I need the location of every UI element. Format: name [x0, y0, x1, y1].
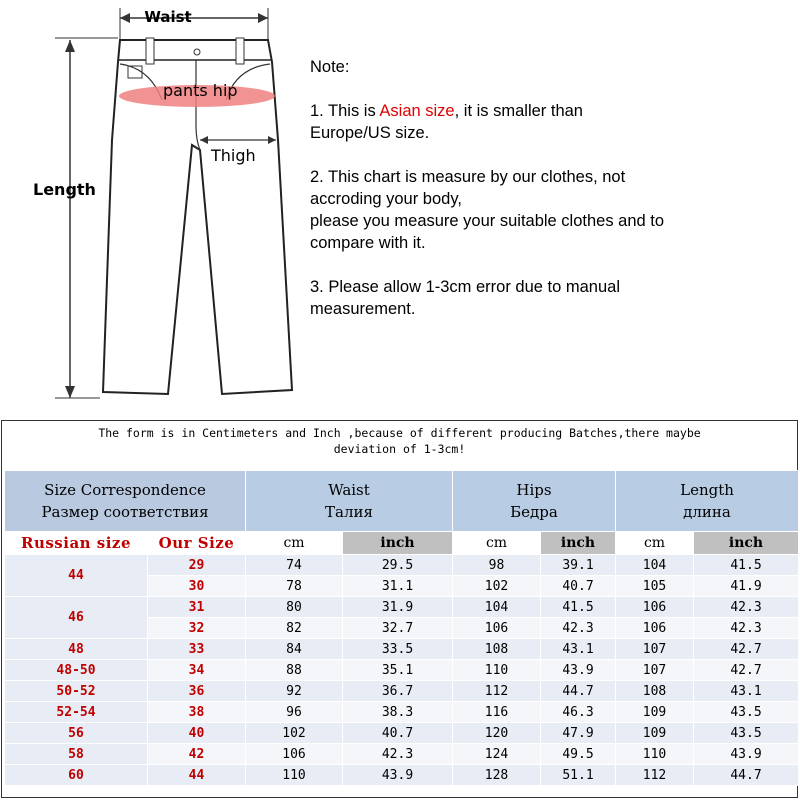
- russian-size-header: Russian size: [5, 532, 148, 555]
- waist-cm-cell: 84: [246, 639, 343, 660]
- table-row: [5, 744, 799, 765]
- length-header: Length длина: [616, 471, 799, 532]
- length-inch-header: inch: [694, 532, 799, 555]
- length-cm-cell: 110: [616, 744, 694, 765]
- length-cm-cell: 104: [616, 555, 694, 576]
- notes-title: Note:: [310, 58, 350, 76]
- note-2: [310, 166, 790, 254]
- length-inch-cell: 42.7: [694, 639, 799, 660]
- hips-inch-cell: 44.7: [541, 681, 616, 702]
- table-headline: [2, 421, 797, 469]
- hips-inch-header: inch: [541, 532, 616, 555]
- table-row: [5, 702, 799, 723]
- table-row: [5, 723, 799, 744]
- length-cm-header: cm: [616, 532, 694, 555]
- note-2-line1: 2. This chart is measure by our clothes, not: [310, 168, 626, 186]
- length-cm-cell: 107: [616, 660, 694, 681]
- hips-cm-header: cm: [453, 532, 541, 555]
- our-size-cell: 34: [148, 660, 246, 681]
- length-inch-cell: 41.9: [694, 576, 799, 597]
- length-cm-cell: 107: [616, 639, 694, 660]
- russian-size-cell: 60: [5, 765, 148, 786]
- note-1: [310, 100, 790, 144]
- length-inch-cell: 42.3: [694, 597, 799, 618]
- russian-size-cell: 52-54: [5, 702, 148, 723]
- hips-inch-cell: 42.3: [541, 618, 616, 639]
- note-3-line1: 3. Please allow 1-3cm error due to manual: [310, 278, 620, 296]
- note-3: [310, 276, 790, 320]
- size-correspondence-header: Size Correspondence Размер соответствия: [5, 471, 246, 532]
- asian-size-highlight: Asian size: [379, 102, 455, 120]
- waist-inch-cell: 38.3: [343, 702, 453, 723]
- hips-inch-cell: 41.5: [541, 597, 616, 618]
- table-row: [5, 597, 799, 618]
- table-row: [5, 660, 799, 681]
- length-cm-cell: 106: [616, 597, 694, 618]
- hips-cm-cell: 110: [453, 660, 541, 681]
- headline-line1: The form is in Centimeters and Inch ,because of different producing Batches,there maybe: [98, 426, 701, 440]
- russian-size-cell: 56: [5, 723, 148, 744]
- waist-cm-cell: 82: [246, 618, 343, 639]
- hips-inch-cell: 47.9: [541, 723, 616, 744]
- hips-inch-cell: 39.1: [541, 555, 616, 576]
- length-inch-cell: 42.7: [694, 660, 799, 681]
- our-size-header: Our Size: [148, 532, 246, 555]
- hips-inch-cell: 49.5: [541, 744, 616, 765]
- russian-size-cell: 58: [5, 744, 148, 765]
- waist-inch-cell: 32.7: [343, 618, 453, 639]
- our-size-cell: 44: [148, 765, 246, 786]
- length-inch-cell: 43.5: [694, 702, 799, 723]
- length-label: Length: [33, 180, 96, 199]
- hips-cm-cell: 128: [453, 765, 541, 786]
- note-2-line2: accroding your body,: [310, 190, 462, 208]
- our-size-cell: 38: [148, 702, 246, 723]
- waist-cm-cell: 88: [246, 660, 343, 681]
- length-cm-cell: 109: [616, 702, 694, 723]
- waist-header: Waist Талия: [246, 471, 453, 532]
- waist-inch-cell: 43.9: [343, 765, 453, 786]
- table-row: [5, 765, 799, 786]
- our-size-cell: 42: [148, 744, 246, 765]
- our-size-cell: 32: [148, 618, 246, 639]
- table-row: [5, 681, 799, 702]
- thigh-label: Thigh: [211, 146, 256, 165]
- waist-cm-cell: 80: [246, 597, 343, 618]
- russian-size-cell: 50-52: [5, 681, 148, 702]
- headline-line2: deviation of 1-3cm!: [333, 442, 466, 456]
- our-size-cell: 40: [148, 723, 246, 744]
- hips-inch-cell: 40.7: [541, 576, 616, 597]
- waist-inch-cell: 40.7: [343, 723, 453, 744]
- note-1-pre: 1. This is: [310, 102, 380, 120]
- note-1-line2: Europe/US size.: [310, 124, 430, 142]
- russian-size-cell: 44: [5, 555, 148, 597]
- notes-section: [310, 56, 790, 342]
- length-cm-cell: 112: [616, 765, 694, 786]
- russian-size-cell: 46: [5, 597, 148, 639]
- hips-cm-cell: 106: [453, 618, 541, 639]
- unit-row: [5, 532, 799, 555]
- our-size-cell: 33: [148, 639, 246, 660]
- waist-label: Waist: [144, 8, 192, 26]
- waist-inch-cell: 31.1: [343, 576, 453, 597]
- hips-inch-cell: 46.3: [541, 702, 616, 723]
- table-row: [5, 555, 799, 576]
- length-inch-cell: 42.3: [694, 618, 799, 639]
- pants-drawing: [0, 0, 300, 410]
- waist-inch-cell: 31.9: [343, 597, 453, 618]
- hips-inch-cell: 51.1: [541, 765, 616, 786]
- length-cm-cell: 109: [616, 723, 694, 744]
- waist-inch-cell: 42.3: [343, 744, 453, 765]
- hip-label: pants hip: [163, 81, 238, 100]
- length-inch-cell: 43.9: [694, 744, 799, 765]
- our-size-cell: 31: [148, 597, 246, 618]
- note-1-post: , it is smaller than: [454, 102, 583, 120]
- our-size-cell: 30: [148, 576, 246, 597]
- russian-size-cell: 48: [5, 639, 148, 660]
- waist-cm-cell: 74: [246, 555, 343, 576]
- hips-inch-cell: 43.9: [541, 660, 616, 681]
- hips-inch-cell: 43.1: [541, 639, 616, 660]
- waist-inch-header: inch: [343, 532, 453, 555]
- waist-cm-cell: 96: [246, 702, 343, 723]
- hips-cm-cell: 102: [453, 576, 541, 597]
- waist-inch-cell: 36.7: [343, 681, 453, 702]
- note-2-line3: please you measure your suitable clothes and to: [310, 212, 665, 230]
- waist-cm-cell: 110: [246, 765, 343, 786]
- length-cm-cell: 105: [616, 576, 694, 597]
- length-cm-cell: 106: [616, 618, 694, 639]
- length-inch-cell: 43.5: [694, 723, 799, 744]
- russian-size-cell: 48-50: [5, 660, 148, 681]
- hips-cm-cell: 98: [453, 555, 541, 576]
- note-2-line4: compare with it.: [310, 234, 426, 252]
- size-table: [4, 470, 799, 786]
- pants-illustration: [0, 0, 300, 410]
- waist-cm-cell: 92: [246, 681, 343, 702]
- note-3-line2: measurement.: [310, 300, 416, 318]
- length-cm-cell: 108: [616, 681, 694, 702]
- table-row: [5, 639, 799, 660]
- our-size-cell: 29: [148, 555, 246, 576]
- hips-cm-cell: 104: [453, 597, 541, 618]
- header-row: [5, 471, 799, 532]
- waist-cm-cell: 102: [246, 723, 343, 744]
- hips-header: Hips Бедра: [453, 471, 616, 532]
- length-inch-cell: 44.7: [694, 765, 799, 786]
- hips-cm-cell: 116: [453, 702, 541, 723]
- waist-inch-cell: 29.5: [343, 555, 453, 576]
- hips-cm-cell: 112: [453, 681, 541, 702]
- hips-cm-cell: 120: [453, 723, 541, 744]
- length-inch-cell: 41.5: [694, 555, 799, 576]
- waist-cm-cell: 106: [246, 744, 343, 765]
- size-table-frame: [1, 420, 798, 798]
- hips-cm-cell: 108: [453, 639, 541, 660]
- length-inch-cell: 43.1: [694, 681, 799, 702]
- waist-cm-header: cm: [246, 532, 343, 555]
- waist-cm-cell: 78: [246, 576, 343, 597]
- waist-inch-cell: 35.1: [343, 660, 453, 681]
- our-size-cell: 36: [148, 681, 246, 702]
- hips-cm-cell: 124: [453, 744, 541, 765]
- waist-inch-cell: 33.5: [343, 639, 453, 660]
